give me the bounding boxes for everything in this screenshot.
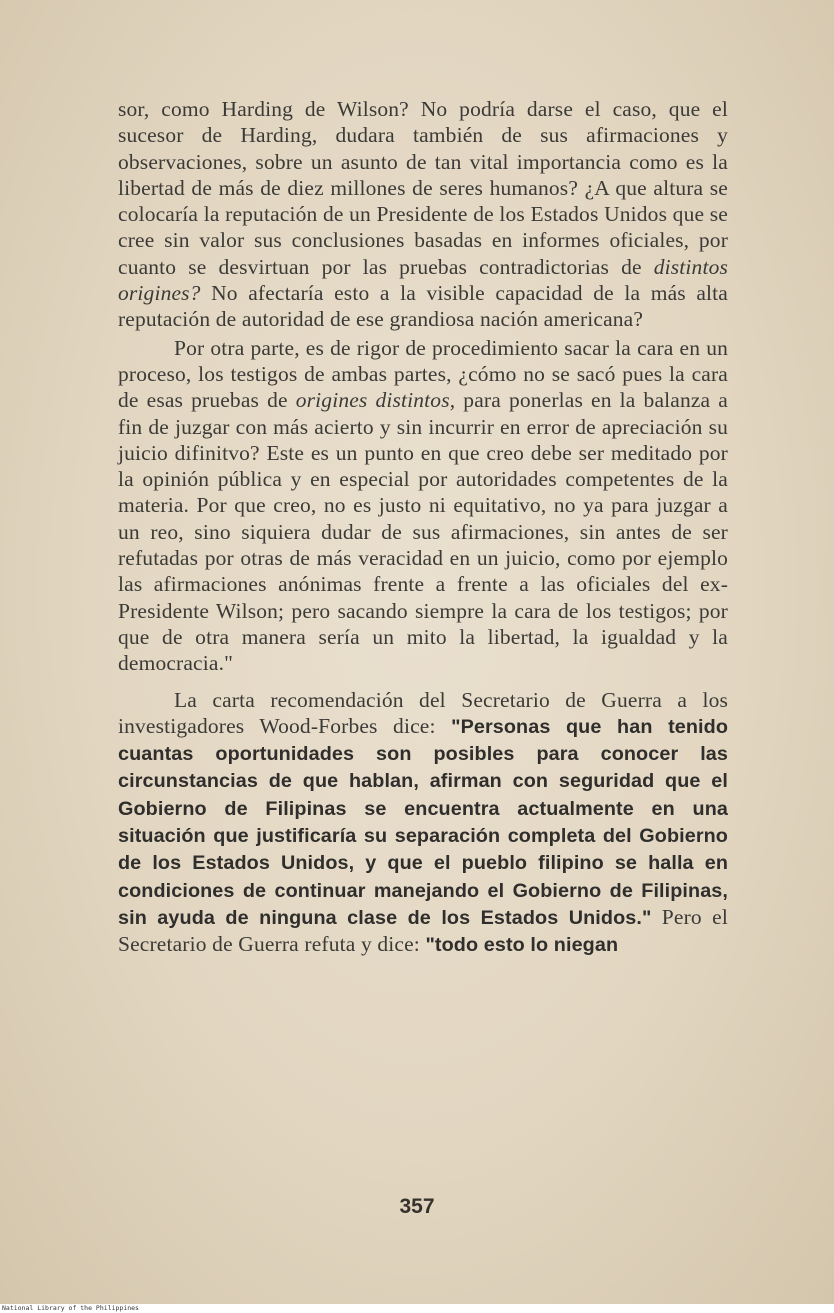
paragraph-1-italic-phrase: distintos origines? <box>118 254 728 306</box>
paragraph-2-segment-1: Por otra parte, es de rigor de procedimiento sacar la cara en un proceso, los testigos de ambas partes, ¿cómo no se sacó pues la cara de esas pruebas de <box>118 335 728 413</box>
paragraph-3-bold-quote: "Personas que han tenido cuantas oportunidades son posibles para conocer las circunstancias de que hablan, afirman con seguridad que el Gobierno de Filipinas se encuentra actualmente en una situación que justificaría su separación completa del Gobierno de los Estados Unidos, y que el pueblo filipino se halla en condiciones de continuar manejando el Gobierno de Filipinas, sin ayuda de ninguna clase de los Estados Unidos." <box>118 715 729 929</box>
paragraph-1-segment-1: sor, como Harding de Wilson? No podría darse el caso, que el sucesor de Harding, dudara también de sus afirmaciones y observaciones, sobre un asunto de tan vital importancia como es la libertad de más de diez millones de seres humanos? ¿A que altura se colocaría la reputación de un Presidente de los Estados Unidos que se cree sin valor sus conclusiones basadas en informes oficiales, por cuanto se desvirtuan por las pruebas contradictorias de <box>118 97 728 279</box>
paragraph-3 <box>118 687 728 959</box>
paragraph-1 <box>118 96 728 333</box>
library-credit: National Library of the Philippines <box>0 1304 834 1313</box>
paragraph-2-italic-phrase: origines distintos <box>295 388 450 413</box>
body-text <box>118 96 728 959</box>
paragraph-2 <box>118 335 728 677</box>
paragraph-2-segment-3: , para ponerlas en la balanza a fin de juzgar con más acierto y sin incurrir en error de apreciación su juicio difinitvo? Este es un punto en que creo debe ser meditado por la opinión pública y en especial por autoridades competentes de la materia. Por que creo, no es justo ni equitativo, no ya para juzgar a un reo, sino siquiera dudar de sus afirmaciones, sin antes de ser refutadas por otras de más veracidad en un juicio, como por ejemplo las afirmaciones anónimas frente a frente a las oficiales del ex-Presidente Wilson; pero sacando siempre la cara de los testigos; por que de otra manera sería un mito la libertad, la igualdad y la democracia." <box>118 388 728 676</box>
paragraph-3-bold-quote-continued: "todo esto lo niegan <box>425 934 619 957</box>
paragraph-1-segment-3: No afectaría esto a la visible capacidad de la más alta reputación de autoridad de ese grandiosa nación americana? <box>118 281 728 332</box>
paragraph-3-segment-3: Pero el Secretario de Guerra refuta y dice: <box>118 904 728 957</box>
paragraph-3-segment-1: La carta recomendación del Secretario de Guerra a los investigadores Wood-Forbes dice: <box>118 687 728 738</box>
page-number: 357 <box>399 1195 435 1218</box>
